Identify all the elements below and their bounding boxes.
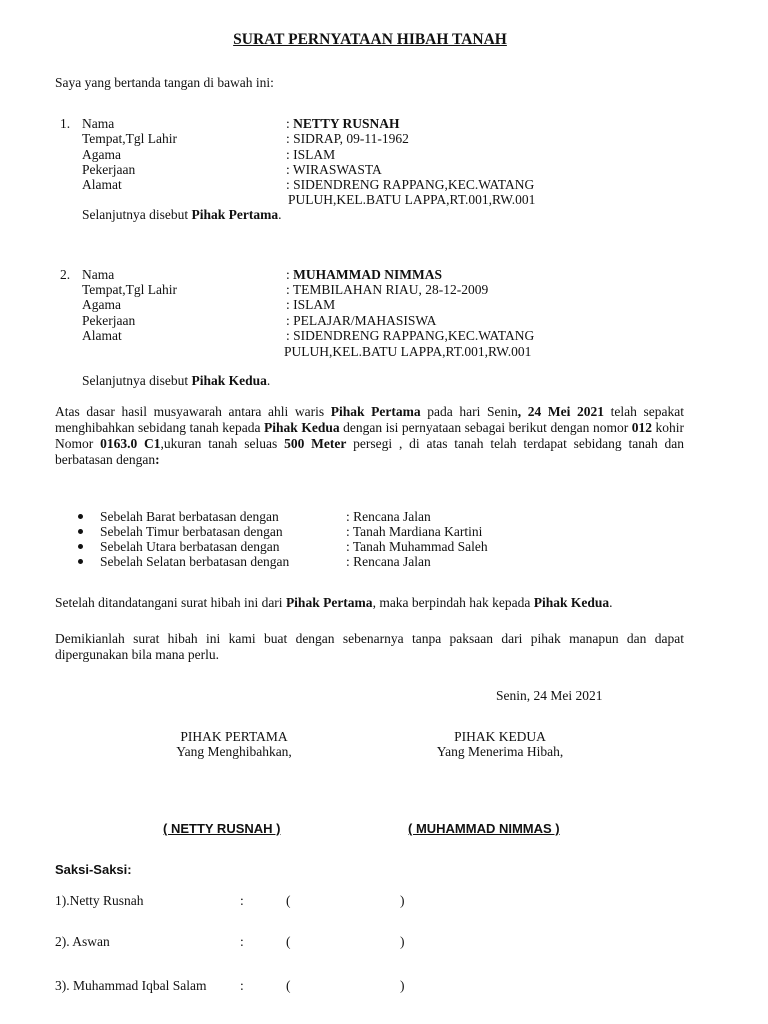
- party-one-reference: Selanjutnya disebut Pihak Pertama.: [82, 207, 282, 222]
- left-party-subtitle: Yang Menghibahkan,: [176, 744, 292, 759]
- bullet-icon: [78, 544, 83, 549]
- closing-paragraph: Demikianlah surat hibah ini kami buat dengan sebenarnya tanpa paksaan dari pihak manapun dan dapat dipergunakan bila mana perlu.: [55, 631, 684, 662]
- left-signatory-name: ( NETTY RUSNAH ): [163, 821, 281, 836]
- right-party-title: PIHAK KEDUA: [454, 729, 546, 744]
- party-one-number: 1.: [60, 116, 71, 131]
- party-one-label-address: Alamat: [82, 177, 122, 192]
- party-two-label-job: Pekerjaan: [82, 313, 136, 328]
- party-two-name: MUHAMMAD NIMMAS: [293, 267, 442, 282]
- party-two-label-name: Nama: [82, 267, 115, 282]
- witnesses-heading: Saksi-Saksi:: [55, 862, 132, 877]
- party-two-birth-value: : TEMBILAHAN RIAU, 28-12-2009: [286, 282, 489, 297]
- party-one-address-line2: PULUH,KEL.BATU LAPPA,RT.001,RW.001: [288, 192, 536, 207]
- party-one-job-value: : WIRASWASTA: [286, 162, 382, 177]
- document-title: SURAT PERNYATAAN HIBAH TANAH: [233, 31, 507, 48]
- transfer-paragraph: Setelah ditandatangani surat hibah ini dari Pihak Pertama, maka berpindah hak kepada Pihak Kedua.: [55, 595, 613, 610]
- party-one-religion-value: : ISLAM: [286, 147, 336, 162]
- right-party-subtitle: Yang Menerima Hibah,: [436, 744, 564, 759]
- right-signatory-name: ( MUHAMMAD NIMMAS ): [408, 821, 560, 836]
- bullet-icon: [78, 559, 83, 564]
- bullet-icon: [78, 514, 83, 519]
- party-one-label-name: Nama: [82, 116, 115, 131]
- party-two-job-value: : PELAJAR/MAHASISWA: [286, 313, 437, 328]
- party-one-label-birth: Tempat,Tgl Lahir: [82, 131, 178, 146]
- agreement-paragraph: Atas dasar hasil musyawarah antara ahli waris Pihak Pertama pada hari Senin, 24 Mei 2021 telah sepakat menghibahkan sebidang tanah kepada Pihak Kedua dengan isi pernyataan sebagai berikut dengan nomor 012 kohir Nomor 0163.0 C1,ukuran tanah seluas 500 Meter persegi , di atas tanah telah terdapat sebidang tanah dan berbatasan dengan:: [55, 404, 685, 467]
- party-two-label-address: Alamat: [82, 328, 122, 343]
- party-two-religion-value: : ISLAM: [286, 297, 336, 312]
- party-two-address-line1: : SIDENDRENG RAPPANG,KEC.WATANG: [286, 328, 535, 343]
- party-two-reference: Selanjutnya disebut Pihak Kedua.: [82, 373, 271, 388]
- party-two-number: 2.: [60, 267, 71, 282]
- party-two-address-line2: PULUH,KEL.BATU LAPPA,RT.001,RW.001: [284, 344, 532, 359]
- party-one-name-value: : NETTY RUSNAH: [286, 116, 400, 131]
- party-one-label-job: Pekerjaan: [82, 162, 136, 177]
- party-one-birth-value: : SIDRAP, 09-11-1962: [286, 131, 409, 146]
- left-party-title: PIHAK PERTAMA: [180, 729, 288, 744]
- party-two-label-religion: Agama: [82, 297, 121, 312]
- party-two-label-birth: Tempat,Tgl Lahir: [82, 282, 178, 297]
- bullet-icon: [78, 529, 83, 534]
- party-two-name-value: : MUHAMMAD NIMMAS: [286, 267, 442, 282]
- intro-text: Saya yang bertanda tangan di bawah ini:: [55, 75, 274, 90]
- party-one-name: NETTY RUSNAH: [293, 116, 400, 131]
- signing-date: Senin, 24 Mei 2021: [496, 688, 603, 703]
- document-page: SURAT PERNYATAAN HIBAH TANAH Saya yang bertanda tangan di bawah ini: 1. Nama Tempat,Tgl Lahir Agama Pekerjaan Alamat : NETTY RUSNAH : SIDRAP, 09-11-1962 : ISLAM : WIRASWASTA : SIDENDRENG RAPPANG,KEC.WATANG PULUH,KEL.BATU LAPPA,RT.001,RW.001 Selanjutnya disebut Pihak Pertama. 2. Nama Tempat,Tgl Lahir Agama Pekerjaan Alamat : MUHAMMAD NIMMAS : TEMBILAHAN RIAU, 28-12-2009 : ISLAM : PELAJAR/MAHASISWA : SIDENDRENG RAPPANG,KEC.WATANG PULUH,KEL.BATU LAPPA,RT.001,RW.001 Selanjutnya disebut Pihak Kedua. Atas dasar hasil musyawarah antara ahli waris Pihak Pertama pada hari Senin, 24 Mei 2021 telah sepakat menghibahkan sebidang tanah kepada Pihak Kedua dengan isi pernyataan sebagai berikut dengan nomor 012 kohir Nomor 0163.0 C1,ukuran tanah seluas 500 Meter persegi , di atas tanah telah terdapat sebidang tanah dan berbatasan dengan: Sebelah Barat berbatasan dengan : Rencana Jalan Sebelah Timur berbatasan dengan : Tanah Mardiana Kartini Sebelah Utara berbatasan dengan : Tanah Muhammad Saleh Sebelah Selatan berbatasan dengan : Rencana Jalan Setelah ditandatangani surat hibah ini dari Pihak Pertama, maka berpindah hak kepada Pihak Kedua. Demikianlah surat hibah ini kami buat dengan sebenarnya tanpa paksaan dari pihak manapun dan dapat dipergunakan bila mana perlu. Senin, 24 Mei 2021 PIHAK PERTAMA Yang Menghibahkan, PIHAK KEDUA Yang Menerima Hibah, ( NETTY RUSNAH ) ( MUHAMMAD NIMMAS ) Saksi-Saksi: 1).Netty Rusnah : ( ) 2). Aswan : ( ) 3). Muhammad Iqbal Salam : ( ): [0, 0, 768, 1024]
- party-one-label-religion: Agama: [82, 147, 121, 162]
- party-one-address-line1: : SIDENDRENG RAPPANG,KEC.WATANG: [286, 177, 535, 192]
